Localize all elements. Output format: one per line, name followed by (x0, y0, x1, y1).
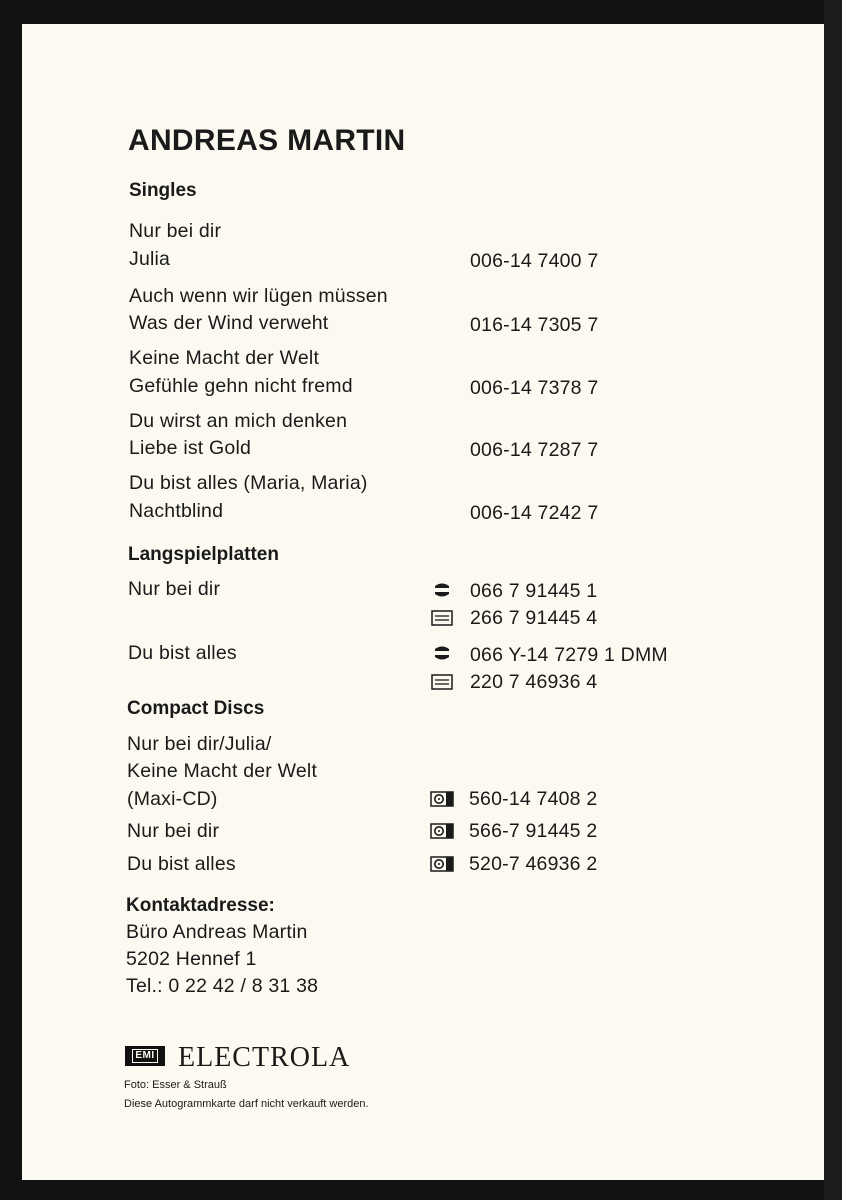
single-catalog-number: 016-14 7305 7 (470, 314, 599, 336)
lp-record-number: 066 7 91445 1 (470, 580, 598, 602)
artist-name: ANDREAS MARTIN (128, 124, 406, 157)
lp-record-number: 066 Y-14 7279 1 DMM (470, 644, 668, 666)
photo-credit: Foto: Esser & Strauß (124, 1079, 227, 1091)
lp-cassette-number: 220 7 46936 4 (470, 671, 598, 693)
cd-title-line: Nur bei dir (127, 820, 220, 842)
lp-title: Du bist alles (128, 642, 237, 664)
single-catalog-number: 006-14 7287 7 (470, 439, 599, 461)
single-title-a: Nur bei dir (129, 220, 222, 242)
cassette-icon (431, 674, 453, 690)
background-edge (824, 0, 842, 1200)
compact-disc-icon (430, 823, 454, 839)
cd-catalog-number: 566-7 91445 2 (469, 820, 598, 842)
compact-disc-icon (430, 856, 454, 872)
record-icon (433, 582, 451, 598)
single-title-b: Nachtblind (129, 500, 224, 522)
single-title-b: Gefühle gehn nicht fremd (129, 375, 353, 397)
cd-title-line: Keine Macht der Welt (127, 760, 318, 782)
cd-catalog-number: 520-7 46936 2 (469, 853, 598, 875)
lp-title: Nur bei dir (128, 578, 221, 600)
cd-heading: Compact Discs (127, 698, 265, 719)
single-title-b: Liebe ist Gold (129, 437, 252, 459)
cd-catalog-number: 560-14 7408 2 (469, 788, 598, 810)
lp-heading: Langspielplatten (128, 544, 279, 565)
contact-phone: Tel.: 0 22 42 / 8 31 38 (126, 975, 319, 997)
electrola-label: ELECTROLA (178, 1042, 351, 1073)
singles-heading: Singles (129, 180, 197, 201)
contact-heading: Kontaktadresse: (126, 895, 275, 916)
single-catalog-number: 006-14 7242 7 (470, 502, 599, 524)
single-title-a: Du bist alles (Maria, Maria) (129, 472, 368, 494)
cd-title-line: Du bist alles (127, 853, 236, 875)
lp-cassette-number: 266 7 91445 4 (470, 607, 598, 629)
record-icon (433, 645, 451, 661)
cassette-icon (431, 610, 453, 626)
single-title-a: Keine Macht der Welt (129, 347, 320, 369)
single-title-b: Was der Wind verweht (129, 312, 329, 334)
single-title-b: Julia (129, 248, 171, 270)
single-title-a: Auch wenn wir lügen müssen (129, 285, 388, 307)
single-catalog-number: 006-14 7400 7 (470, 250, 599, 272)
emi-logo-text: EMI (132, 1049, 157, 1063)
contact-line: Büro Andreas Martin (126, 921, 308, 943)
single-title-a: Du wirst an mich denken (129, 410, 348, 432)
single-catalog-number: 006-14 7378 7 (470, 377, 599, 399)
emi-logo (125, 1046, 165, 1066)
cd-title-line: (Maxi-CD) (127, 788, 218, 810)
compact-disc-icon (430, 791, 454, 807)
cd-title-line: Nur bei dir/Julia/ (127, 733, 272, 755)
sale-notice: Diese Autogrammkarte darf nicht verkauft werden. (124, 1098, 369, 1110)
contact-line: 5202 Hennef 1 (126, 948, 257, 970)
